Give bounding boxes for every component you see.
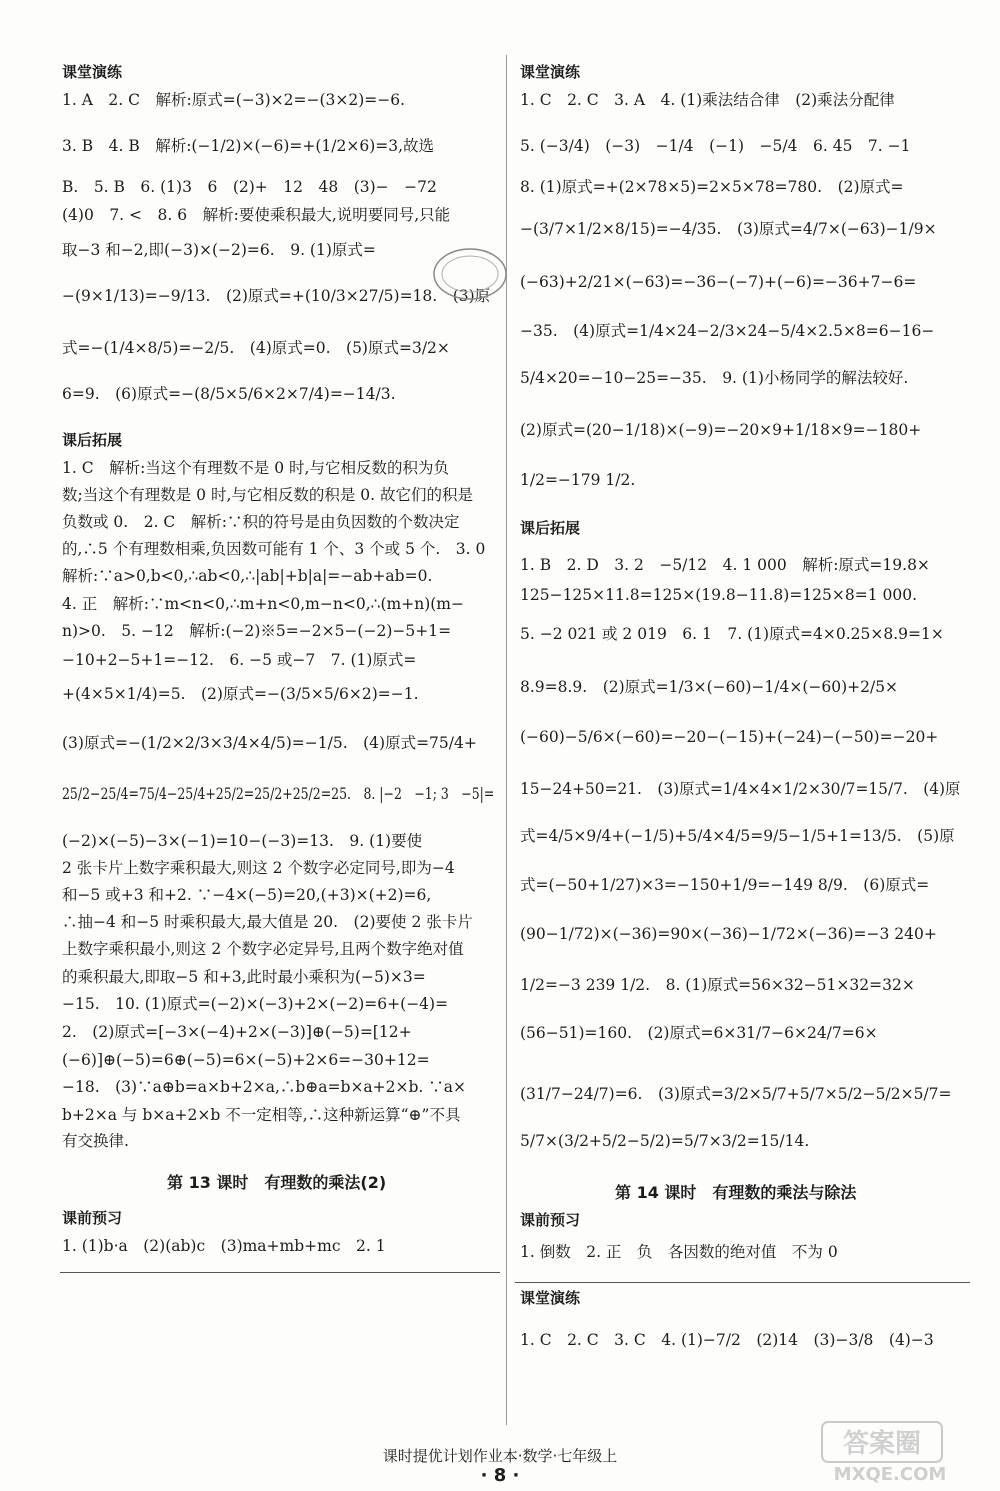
answer-line: 解析:∵a>0,b<0,∴ab<0,∴|ab|+b|a|=−ab+ab=0. <box>62 567 433 585</box>
lesson-title: 第 14 课时 有理数的乘法与除法 <box>615 1183 857 1202</box>
answer-line: −15. 10. (1)原式=(−2)×(−3)+2×(−2)=6+(−4)= <box>62 995 449 1013</box>
answer-line: 有交换律. <box>62 1132 129 1150</box>
section-heading: 课后拓展 <box>62 431 123 449</box>
answer-line: −(3/7×1/2×8/15)=−4/35. (3)原式=4/7×(−63)−1/9× <box>520 220 937 238</box>
section-divider-right <box>515 1282 970 1283</box>
answer-line: (56−51)=160. (2)原式=6×31/7−6×24/7=6× <box>520 1024 878 1042</box>
answer-line: 6=9. (6)原式=−(8/5×5/6×2×7/4)=−14/3. <box>62 385 396 403</box>
answer-line: 2. (2)原式=[−3×(−4)+2×(−3)]⊕(−5)=[12+ <box>62 1023 412 1041</box>
answer-line: −35. (4)原式=1/4×24−2/3×24−5/4×2.5×8=6−16− <box>520 322 935 340</box>
answer-line: 5/4×20=−10−25=−35. 9. (1)小杨同学的解法较好. <box>520 369 909 387</box>
answer-line: (−63)+2/21×(−63)=−36−(−7)+(−6)=−36+7−6= <box>520 273 917 291</box>
answer-line: 数;当这个有理数是 0 时,与它相反数的积是 0. 故它们的积是 <box>62 486 474 504</box>
stamp-mark <box>430 245 510 303</box>
answer-line: 5. (−3/4) (−3) −1/4 (−1) −5/4 6. 45 7. −1 <box>520 137 911 155</box>
answer-line: 式=−(1/4×8/5)=−2/5. (4)原式=0. (5)原式=3/2× <box>62 339 450 357</box>
answer-line: 8.9=8.9. (2)原式=1/3×(−60)−1/4×(−60)+2/5× <box>520 678 899 696</box>
section-heading: 课后拓展 <box>520 519 581 537</box>
answer-line: 取−3 和−2,即(−3)×(−2)=6. 9. (1)原式= <box>62 241 376 259</box>
lesson-title: 第 13 课时 有理数的乘法(2) <box>167 1173 387 1192</box>
answer-line: 15−24+50=21. (3)原式=1/4×4×1/2×30/7=15/7. (4)原 <box>520 780 961 798</box>
answer-line: 式=4/5×9/4+(−1/5)+5/4×4/5=9/5−1/5+1=13/5. (5)原 <box>520 827 955 845</box>
answer-line: 2 张卡片上数字乘积最大,则这 2 个数字必定同号,即为−4 <box>62 859 455 877</box>
answer-line: +(4×5×1/4)=5. (2)原式=−(3/5×5/6×2)=−1. <box>62 685 419 703</box>
answer-line: b+2×a 与 b×a+2×b 不一定相等,∴这种新运算“⊕”不具 <box>62 1106 461 1124</box>
section-heading: 课堂演练 <box>520 63 581 81</box>
answer-line: (−6)]⊕(−5)=6⊕(−5)=6×(−5)+2×6=−30+12= <box>62 1051 430 1069</box>
answer-line: 上数字乘积最小,则这 2 个数字必定异号,且两个数字绝对值 <box>62 940 464 958</box>
answer-line: 1. A 2. C 解析:原式=(−3)×2=−(3×2)=−6. <box>62 91 406 109</box>
answer-line: 5/7×(3/2+5/2−5/2)=5/7×3/2=15/14. <box>520 1132 810 1150</box>
section-heading: 课前预习 <box>62 1209 123 1227</box>
answer-line: (3)原式=−(1/2×2/3×3/4×4/5)=−1/5. (4)原式=75/4+ <box>62 734 477 752</box>
section-divider-left <box>60 1272 500 1273</box>
answer-line: 5. −2 021 或 2 019 6. 1 7. (1)原式=4×0.25×8.9=1× <box>520 625 944 643</box>
answer-line: 125−125×11.8=125×(19.8−11.8)=125×8=1 000. <box>520 586 918 604</box>
answer-line: 1. C 2. C 3. A 4. (1)乘法结合律 (2)乘法分配律 <box>520 91 895 109</box>
watermark-domain: MXQE.COM <box>833 1464 947 1485</box>
answer-line: 式=(−50+1/27)×3=−150+1/9=−149 8/9. (6)原式= <box>520 876 930 894</box>
answer-line: 4. 正 解析:∵m<n<0,∴m+n<0,m−n<0,∴(m+n)(m− <box>62 595 464 613</box>
answer-line: 8. (1)原式=+(2×78×5)=2×5×78=780. (2)原式= <box>520 178 904 196</box>
answer-line: 3. B 4. B 解析:(−1/2)×(−6)=+(1/2×6)=3,故选 <box>62 137 435 155</box>
section-heading: 课堂演练 <box>520 1289 581 1307</box>
answer-line: B. 5. B 6. (1)3 6 (2)+ 12 48 (3)− −72 <box>62 178 437 196</box>
answer-line: 和−5 或+3 和+2. ∵−4×(−5)=20,(+3)×(+2)=6, <box>62 886 432 904</box>
answer-line: 1/2=−3 239 1/2. 8. (1)原式=56×32−51×32=32× <box>520 976 915 994</box>
answer-line: −(9×1/13)=−9/13. (2)原式=+(10/3×27/5)=18. (3)原 <box>62 287 491 305</box>
answer-line: 负数或 0. 2. C 解析:∵积的符号是由负因数的个数决定 <box>62 513 460 531</box>
answer-line: (−60)−5/6×(−60)=−20−(−15)+(−24)−(−50)=−20+ <box>520 728 939 746</box>
answer-line: (2)原式=(20−1/18)×(−9)=−20×9+1/18×9=−180+ <box>520 421 922 439</box>
answer-line: 的,∴5 个有理数相乘,负因数可能有 1 个、3 个或 5 个. 3. 0 <box>62 540 486 558</box>
answer-line: (90−1/72)×(−36)=90×(−36)−1/72×(−36)=−3 240+ <box>520 925 937 943</box>
page-number: · 8 · <box>480 1465 520 1486</box>
answer-line: 的乘积最大,即取−5 和+3,此时最小乘积为(−5)×3= <box>62 968 426 986</box>
answer-line: (4)0 7. < 8. 6 解析:要使乘积最大,说明要同号,只能 <box>62 206 451 224</box>
answer-line: 1/2=−179 1/2. <box>520 471 636 489</box>
answer-line: 1. 倒数 2. 正 负 各因数的绝对值 不为 0 <box>520 1243 838 1261</box>
answer-line: 1. C 2. C 3. C 4. (1)−7/2 (2)14 (3)−3/8 (4)−3 <box>520 1331 934 1349</box>
answer-line: 25/2−25/4=75/4−25/4+25/2=25/2+25/2=25. 8. |−2 −1; 3 −5|= <box>62 785 495 803</box>
answer-line: −18. (3)∵a⊕b=a×b+2×a,∴b⊕a=b×a+2×b. ∵a× <box>62 1078 467 1096</box>
answer-line: 1. C 解析:当这个有理数不是 0 时,与它相反数的积为负 <box>62 459 449 477</box>
watermark-logo <box>820 1420 980 1486</box>
watermark-text: 答案圈 <box>842 1429 922 1459</box>
answer-line: −10+2−5+1=−12. 6. −5 或−7 7. (1)原式= <box>62 651 417 669</box>
answer-line: (31/7−24/7)=6. (3)原式=3/2×5/7+5/7×5/2−5/2×5/7= <box>520 1085 952 1103</box>
answer-line: (−2)×(−5)−3×(−1)=10−(−3)=13. 9. (1)要使 <box>62 832 423 850</box>
section-heading: 课前预习 <box>520 1211 581 1229</box>
answer-line: n)>0. 5. −12 解析:(−2)※5=−2×5−(−2)−5+1= <box>62 622 452 640</box>
section-heading: 课堂演练 <box>62 63 123 81</box>
answer-line: 1. B 2. D 3. 2 −5/12 4. 1 000 解析:原式=19.8× <box>520 556 930 574</box>
answer-line: 1. (1)b·a (2)(ab)c (3)ma+mb+mc 2. 1 <box>62 1237 386 1255</box>
footer-text: 课时提优计划作业本·数学·七年级上 <box>382 1447 618 1465</box>
answer-line: ∴抽−4 和−5 时乘积最大,最大值是 20. (2)要使 2 张卡片 <box>62 913 473 931</box>
